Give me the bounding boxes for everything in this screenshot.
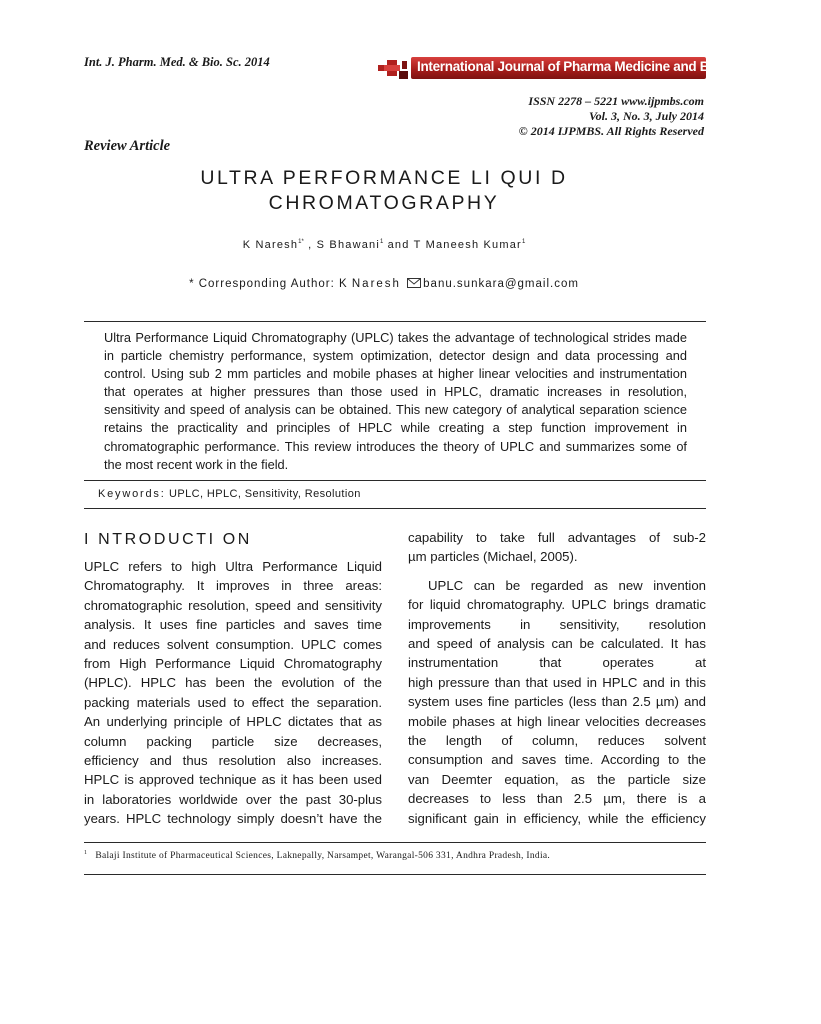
text-line: packing materials used to effect the separation. [84,694,382,710]
text-line: consumption and saves time. According to the [408,752,706,768]
affiliation-marker: 1 [380,239,384,245]
author-name: S Bhawani [316,239,381,251]
title-line-1: ULTRA PERFORMANCE LI QUI D [200,167,568,189]
text-line: for liquid chromatography. UPLC brings dramatic [408,597,706,613]
text-line: improvements in sensitivity, resolution [408,616,706,632]
text-line: in laboratories worldwide over the past 30-plus [84,791,382,807]
text-line: UPLC can be regarded as new invention [428,577,706,593]
text-line: efficiency and thus resolution also increases. [84,753,382,769]
text-line: instrumentation that operates at [408,655,706,671]
article-title [80,166,688,216]
keywords-label: Keywords: [98,488,166,500]
journal-banner [378,55,821,81]
issn-line: ISSN 2278 – 5221 www.ijpmbs.com [528,94,704,108]
text-line: An underlying principle of HPLC dictates that as [84,714,382,730]
article-type: Review Article [84,138,171,154]
footnote-text: Balaji Institute of Pharmaceutical Sciences, Laknepally, Narsampet, Warangal-506 331, Andhra Pradesh, India. [95,851,551,861]
volume-line: Vol. 3, No. 3, July 2014 [588,109,704,123]
text-line: the length of column, reduces solvent [408,733,706,749]
journal-full-title: International Journal of Pharma Medicine and Biological Sciences [417,59,821,74]
text-line: analysis. It uses fine particles and saves time [84,617,382,633]
text-line: and speed of analysis can be calculated. It has [408,636,706,652]
affiliation-marker: 1* [298,239,304,245]
keywords-bottom-rule [84,508,706,509]
affiliation-marker: 1 [521,239,526,245]
author-list [80,239,688,251]
author-separator: , [303,239,317,251]
text-line: mobile phases at high linear velocities decreases [408,713,706,729]
author-separator: and [383,239,414,251]
keywords-top-rule [84,480,706,481]
text-line: and reduces solvent consumption. UPLC comes [84,636,382,652]
text-line: decreases to less than 2.5 µm, there is a [408,791,706,807]
footnote [84,850,550,861]
text-line: UPLC refers to high Ultra Performance Liquid [84,559,382,574]
corresponding-email[interactable]: banu.sunkara@gmail.com [423,278,579,290]
text-line: capability to take full advantages of sub-2 [408,530,706,545]
corresponding-label: * Corresponding Author: K [189,278,352,290]
text-line: µm particles (Michael, 2005). [408,549,578,565]
page-bottom-rule [84,874,706,875]
journal-logo-icon [378,57,408,79]
text-line: van Deemter equation, as the particle size [408,771,706,787]
text-line: significant gain in efficiency, while the efficiency [408,810,706,826]
text-line: system uses fine particles (less than 2.5 µm) and [408,694,706,710]
copyright-line: © 2014 IJPMBS. All Rights Reserved [518,124,704,138]
corresponding-author [80,278,688,290]
keywords-values: UPLC, HPLC, Sensitivity, Resolution [169,488,361,500]
footnote-rule [84,842,706,843]
text-line: from High Performance Liquid Chromatography [84,656,382,672]
body-column-left [84,557,382,829]
text-line: Chromatography. It improves in three areas: [84,578,382,594]
footnote-marker: 1 [84,850,88,856]
text-line: high pressure than that used in HPLC and in this [408,674,706,690]
keywords [98,488,361,500]
text-line: HPLC is approved technique as it has been used [84,772,382,788]
text-line: column packing particle size decreases, [84,733,382,749]
abstract-top-rule [84,321,706,322]
title-line-2: CHROMATOGRAPHY [268,192,500,214]
body-column-right [408,528,706,828]
text-line: years. HPLC technology simply doesn’t have the [84,811,382,827]
issue-metadata [519,94,704,139]
author-name: K Naresh [242,239,299,251]
text-line: (HPLC). HPLC has been the evolution of the [84,675,382,691]
corresponding-name: Naresh [351,278,401,290]
journal-short-title: Int. J. Pharm. Med. & Bio. Sc. 2014 [84,55,270,69]
paragraph [408,528,706,567]
abstract-text: Ultra Performance Liquid Chromatography (UPLC) takes the advantage of technological strides made in particle chemistry performance, system optimization, detector design and data processing and control. Using sub 2 mm particles and mobile phases at higher linear velocities and instrumentation that operates at higher pressures than those used in HPLC, dramatic increases in resolution, sensitivity and speed of analysis can be obtained. This new category of analytical separation science retains the practicality and principles of HPLC while creating a step function improvement in chromatographic performance. This review introduces the theory of UPLC and summarizes some of the most recent work in the field. [104,330,687,472]
section-heading-introduction: I NTRODUCTI ON [84,531,252,548]
mail-icon [407,278,421,288]
paragraph [408,576,706,828]
author-name: T Maneesh Kumar [413,239,522,251]
text-line: chromatographic resolution, speed and sensitivity [84,597,382,613]
